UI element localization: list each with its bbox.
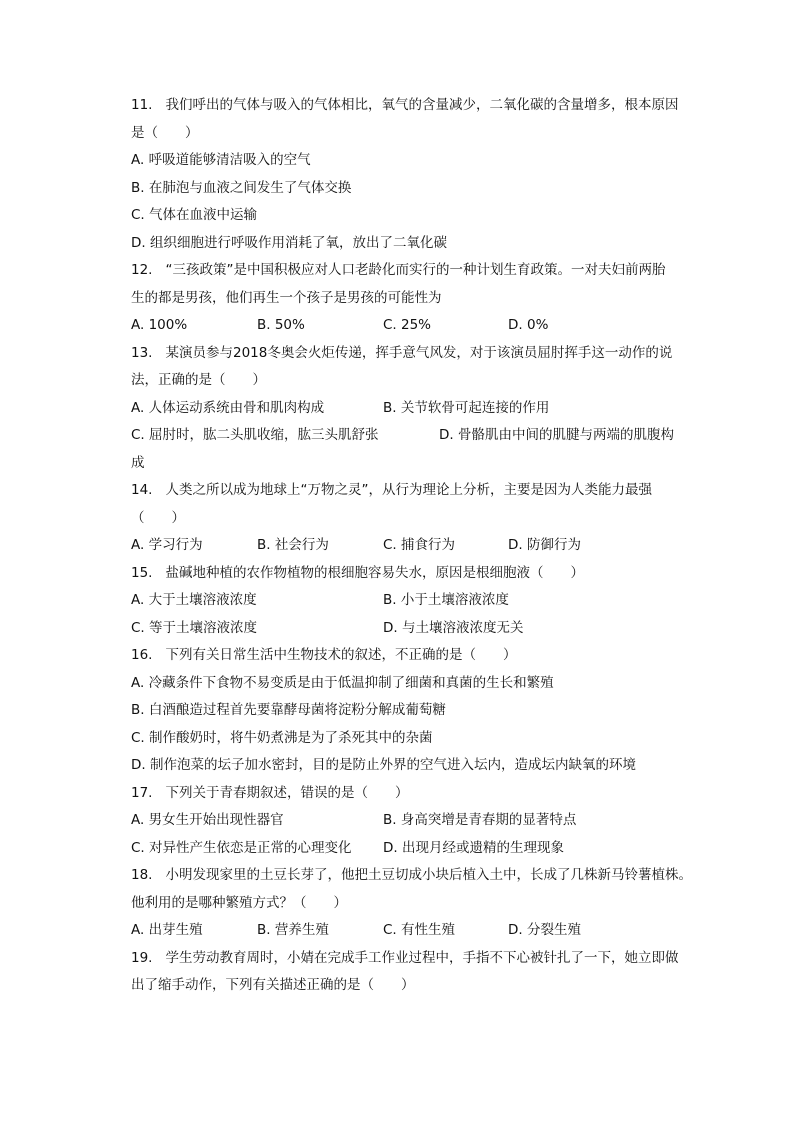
question-18-stem-line-2: 他利用的是哪种繁殖方式？（ ） xyxy=(131,894,347,911)
question-17-stem-line-1 xyxy=(131,780,696,808)
question-18-option-b: B. 营养生殖 xyxy=(257,922,329,938)
question-14-number: 14. xyxy=(131,482,153,498)
question-17-option-d: D. 出现月经或遗精的生理现象 xyxy=(383,839,564,856)
question-19-number: 19. xyxy=(131,949,153,966)
question-12-option-a: A. 100% xyxy=(131,317,188,333)
question-13-options-row-1 xyxy=(131,395,696,423)
question-14-option-d: D. 防御行为 xyxy=(508,537,581,553)
question-18-stem-line-1 xyxy=(131,862,696,890)
question-11-stem-line-2: 是（ ） xyxy=(131,124,199,141)
question-18-options-row xyxy=(131,917,696,945)
question-13-option-c: C. 屈肘时，肱二头肌收缩，肱三头肌舒张 xyxy=(131,427,379,443)
question-13-option-d: D. 骨骼肌由中间的肌腱与两端的肌腹构 xyxy=(439,427,674,443)
question-12-number: 12. xyxy=(131,262,153,278)
question-12-option-d: D. 0% xyxy=(508,317,549,333)
question-11-option-b: B. 在肺泡与血液之间发生了气体交换 xyxy=(131,179,352,196)
question-18-option-a: A. 出芽生殖 xyxy=(131,922,203,938)
question-11-option-a: A. 呼吸道能够清洁吸入的空气 xyxy=(131,152,311,168)
question-13-options-row-2 xyxy=(131,422,696,450)
question-13-number: 13. xyxy=(131,344,153,361)
question-11-number: 11. xyxy=(131,97,153,113)
question-16-option-b: B. 白酒酿造过程首先要靠酵母菌将淀粉分解成葡萄糖 xyxy=(131,702,446,718)
question-11-option-d: D. 组织细胞进行呼吸作用消耗了氧，放出了二氧化碳 xyxy=(131,234,447,251)
question-13-stem-line-2: 法，正确的是（ ） xyxy=(131,372,266,388)
question-11-option-c: C. 气体在血液中运输 xyxy=(131,207,258,223)
question-15-option-b: B. 小于土壤溶液浓度 xyxy=(383,592,509,608)
question-13-option-d-continued: 成 xyxy=(131,454,145,471)
question-12-option-c: C. 25% xyxy=(383,317,432,333)
question-17-option-b: B. 身高突增是青春期的显著特点 xyxy=(383,812,577,828)
question-13-stem-text-1: 某演员参与2018冬奥会火炬传递，挥手意气风发，对于该演员屈肘挥手这一动作的说 xyxy=(165,344,673,361)
question-13-stem-line-1 xyxy=(131,340,696,368)
question-15-stem-text-1: 盐碱地种植的农作物植物的根细胞容易失水，原因是根细胞液（ ） xyxy=(165,564,584,581)
question-18-option-d: D. 分裂生殖 xyxy=(508,922,581,938)
question-15-option-d: D. 与土壤溶液浓度无关 xyxy=(383,619,524,636)
question-16-option-d: D. 制作泡菜的坛子加水密封，目的是防止外界的空气进入坛内，造成坛内缺氧的环境 xyxy=(131,757,636,773)
question-15-options-row-2 xyxy=(131,615,696,643)
question-12-option-b: B. 50% xyxy=(257,317,305,333)
question-16-stem-text-1: 下列有关日常生活中生物技术的叙述，不正确的是（ ） xyxy=(165,647,517,663)
question-17-options-row-1 xyxy=(131,807,696,835)
question-16-number: 16. xyxy=(131,647,153,663)
question-19-stem-text-1: 学生劳动教育周时，小婧在完成手工作业过程中，手指不下心被针扎了一下，她立即做 xyxy=(165,949,679,966)
question-15-option-a: A. 大于土壤溶液浓度 xyxy=(131,592,257,608)
question-18-number: 18. xyxy=(131,867,153,883)
question-11-stem-text-1: 我们呼出的气体与吸入的气体相比，氧气的含量减少，二氧化碳的含量增多，根本原因 xyxy=(165,97,679,113)
question-14-options-row xyxy=(131,532,696,560)
question-16-option-c: C. 制作酸奶时，将牛奶煮沸是为了杀死其中的杂菌 xyxy=(131,729,433,746)
question-17-stem-text-1: 下列关于青春期叙述，错误的是（ ） xyxy=(165,784,409,801)
question-14-stem-line-2: （ ） xyxy=(131,509,185,526)
question-19-stem-line-1 xyxy=(131,945,696,973)
question-12-stem-text-1: “三孩政策”是中国积极应对人口老龄化而实行的一种计划生育政策。一对夫妇前两胎 xyxy=(165,262,666,278)
question-14-option-c: C. 捕食行为 xyxy=(383,537,456,553)
question-16-stem-line-1 xyxy=(131,642,696,670)
question-11-stem-line-1 xyxy=(131,92,696,120)
question-17-option-c: C. 对异性产生依恋是正常的心理变化 xyxy=(131,839,352,856)
question-12-stem-line-1 xyxy=(131,257,696,285)
question-15-option-c: C. 等于土壤溶液浓度 xyxy=(131,619,258,636)
question-13-option-b: B. 关节软骨可起连接的作用 xyxy=(383,399,550,416)
question-14-stem-text-1: 人类之所以成为地球上“万物之灵”，从行为理论上分析，主要是因为人类能力最强 xyxy=(165,482,652,498)
question-17-option-a: A. 男女生开始出现性器官 xyxy=(131,812,284,828)
question-14-option-b: B. 社会行为 xyxy=(257,537,329,553)
question-12-stem-line-2: 生的都是男孩，他们再生一个孩子是男孩的可能性为 xyxy=(131,289,442,306)
question-17-number: 17. xyxy=(131,784,153,801)
question-18-stem-text-1: 小明发现家里的土豆长芽了，他把土豆切成小块后植入土中，长成了几株新马铃薯植株。 xyxy=(165,867,692,883)
question-17-options-row-2 xyxy=(131,835,696,863)
question-15-number: 15. xyxy=(131,564,153,581)
question-18-option-c: C. 有性生殖 xyxy=(383,922,456,938)
question-13-option-a: A. 人体运动系统由骨和肌肉构成 xyxy=(131,399,325,416)
question-19-stem-line-2: 出了缩手动作，下列有关描述正确的是（ ） xyxy=(131,977,415,993)
question-16-option-a: A. 冷藏条件下食物不易变质是由于低温抑制了细菌和真菌的生长和繁殖 xyxy=(131,674,554,691)
question-14-option-a: A. 学习行为 xyxy=(131,537,203,553)
question-14-stem-line-1 xyxy=(131,477,696,505)
question-15-options-row-1 xyxy=(131,587,696,615)
question-list xyxy=(131,92,696,1000)
question-12-options-row xyxy=(131,312,696,340)
question-15-stem-line-1 xyxy=(131,560,696,588)
